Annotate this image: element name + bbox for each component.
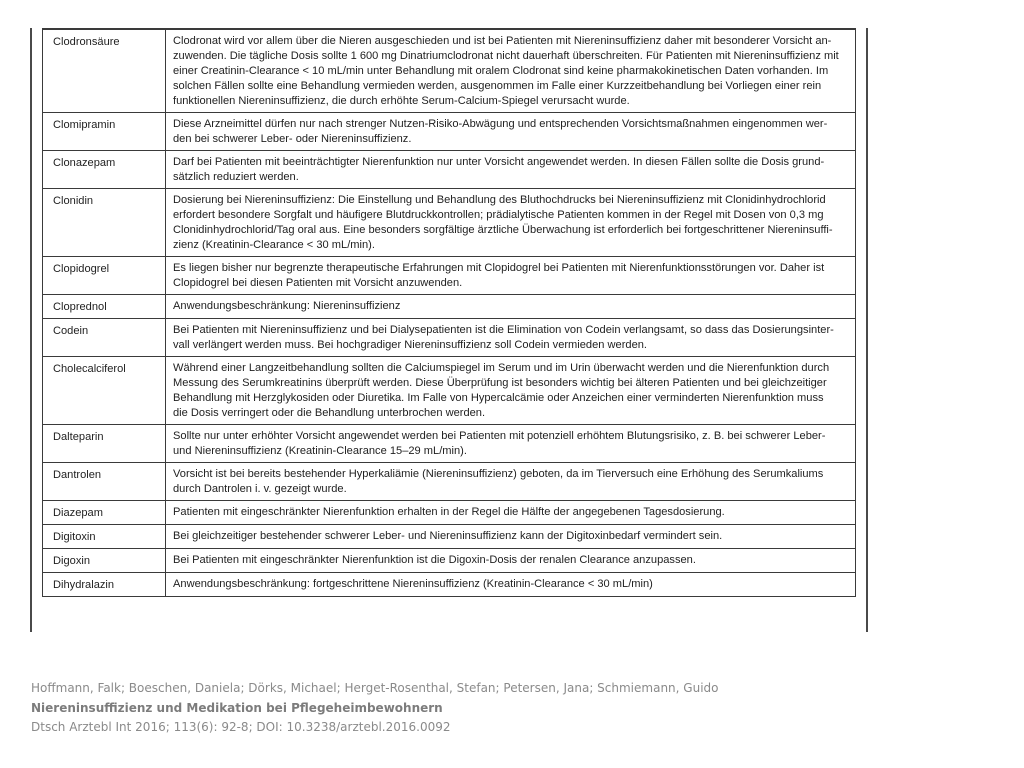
- drug-name-cell: Cholecalciferol: [43, 357, 166, 425]
- drug-name-cell: Digitoxin: [43, 525, 166, 549]
- note-line: Clopidogrel bei diesen Patienten mit Vorsicht anzuwenden.: [173, 277, 463, 289]
- drug-name-cell: Clodronsäure: [43, 29, 166, 113]
- drug-name-cell: Dantrolen: [43, 463, 166, 501]
- drug-name-cell: Codein: [43, 319, 166, 357]
- note-line: die Dosis verringert oder die Behandlung unterbrochen werden.: [173, 407, 486, 419]
- table-row: [43, 113, 856, 151]
- note-line: Es liegen bisher nur begrenzte therapeutische Erfahrungen mit Clopidogrel bei Patienten mit Nierenfunktionsstörungen vor. Daher ist: [173, 262, 825, 274]
- drug-name-cell: Dihydralazin: [43, 573, 166, 597]
- note-line: den bei schwerer Leber- oder Niereninsuffizienz.: [173, 133, 412, 145]
- table-row: [43, 463, 856, 501]
- citation-source: Dtsch Arztebl Int 2016; 113(6): 92-8; DOI: 10.3238/arztebl.2016.0092: [31, 720, 451, 734]
- table-row: [43, 151, 856, 189]
- drug-note-cell: [166, 257, 856, 295]
- note-line: einer Creatinin-Clearance < 10 mL/min unter Behandlung mit oralem Clodronat sind keine pharmakokinetischen Daten vorhanden. Im: [173, 65, 829, 77]
- note-line: Anwendungsbeschränkung: Niereninsuffizienz: [173, 300, 401, 312]
- citation-authors: Hoffmann, Falk; Boeschen, Daniela; Dörks, Michael; Herget-Rosenthal, Stefan; Petersen, Jana; Schmiemann, Guido: [31, 681, 719, 695]
- note-line: sätzlich reduziert werden.: [173, 171, 299, 183]
- table-row: [43, 573, 856, 597]
- note-line: Bei Patienten mit Niereninsuffizienz und bei Dialysepatienten ist die Elimination von Codein verlangsamt, so dass das Dosierungsinter-: [173, 324, 834, 336]
- note-line: Während einer Langzeitbehandlung sollten die Calciumspiegel im Serum und im Urin überwacht werden und die Nierenfunktion durch: [173, 362, 830, 374]
- note-line: Bei gleichzeitiger bestehender schwerer Leber- und Niereninsuffizienz kann der Digitoxinbedarf vermindert sein.: [173, 530, 723, 542]
- note-line: Vorsicht ist bei bereits bestehender Hyperkaliämie (Niereninsuffizienz) geboten, da im Tierversuch eine Erhöhung des Serumkaliums: [173, 468, 824, 480]
- note-line: Clonidinhydrochlorid/Tag oral aus. Eine besonders sorgfältige ärztliche Überwachung ist erforderlich bei fortgeschrittener Niereninsuffi-: [173, 224, 833, 236]
- note-line: solchen Fällen sollte eine Behandlung vermieden werden, ausgenommen im Falle einer Kurzzeitbehandlung bei Vorliegen einer rein: [173, 80, 822, 92]
- table-row: [43, 319, 856, 357]
- table-row: [43, 257, 856, 295]
- table-row: [43, 189, 856, 257]
- table-row: [43, 357, 856, 425]
- note-line: Darf bei Patienten mit beeinträchtigter Nierenfunktion nur unter Vorsicht angewendet werden. In diesen Fällen sollte die Dosis grund-: [173, 156, 825, 168]
- note-line: Anwendungsbeschränkung: fortgeschrittene Niereninsuffizienz (Kreatinin-Clearance < 30 mL/min): [173, 578, 653, 590]
- note-line: zienz (Kreatinin-Clearance < 30 mL/min).: [173, 239, 375, 251]
- drug-note-cell: [166, 525, 856, 549]
- table-row: [43, 425, 856, 463]
- table-row: [43, 295, 856, 319]
- drug-name-cell: Clonazepam: [43, 151, 166, 189]
- note-line: Bei Patienten mit eingeschränkter Nierenfunktion ist die Digoxin-Dosis der renalen Clearance anzupassen.: [173, 554, 696, 566]
- note-line: zuwenden. Die tägliche Dosis sollte 1 600 mg Dinatriumclodronat nicht dauerhaft überschreiten. Für Patienten mit Niereninsuffizienz mit: [173, 50, 839, 62]
- drug-note-cell: [166, 319, 856, 357]
- drug-name-cell: Cloprednol: [43, 295, 166, 319]
- note-line: Clodronat wird vor allem über die Nieren ausgeschieden und ist bei Patienten mit Niereninsuffizienz daher mit besonderer Vorsicht an-: [173, 35, 832, 47]
- drug-note-cell: [166, 463, 856, 501]
- note-line: erfordert besondere Sorgfalt und häufigere Blutdruckkontrollen; prädialytische Patienten kommen in der Regel mit Dosen von 0,3 mg: [173, 209, 824, 221]
- table-row: [43, 525, 856, 549]
- drug-note-cell: [166, 549, 856, 573]
- drug-note-cell: [166, 501, 856, 525]
- table-row: [43, 29, 856, 113]
- medication-table-body: [43, 29, 856, 597]
- drug-note-cell: [166, 573, 856, 597]
- drug-note-cell: [166, 295, 856, 319]
- drug-name-cell: Dalteparin: [43, 425, 166, 463]
- note-line: Messung des Serumkreatinins überprüft werden. Diese Überprüfung ist besonders wichtig bei älteren Patienten und bei gleichzeitiger: [173, 377, 827, 389]
- drug-note-cell: [166, 113, 856, 151]
- drug-name-cell: Clonidin: [43, 189, 166, 257]
- table-row: [43, 501, 856, 525]
- note-line: Patienten mit eingeschränkter Nierenfunktion erhalten in der Regel die Hälfte der angegebenen Tagesdosierung.: [173, 506, 725, 518]
- note-line: und Niereninsuffizienz (Kreatinin-Clearance 15–29 mL/min).: [173, 445, 467, 457]
- drug-note-cell: [166, 151, 856, 189]
- drug-note-cell: [166, 357, 856, 425]
- frame-left-border: [30, 28, 32, 632]
- drug-note-cell: [166, 29, 856, 113]
- drug-name-cell: Clomipramin: [43, 113, 166, 151]
- citation-block: [31, 679, 991, 738]
- note-line: Sollte nur unter erhöhter Vorsicht angewendet werden bei Patienten mit potenziell erhöhtem Blutungsrisiko, z. B. bei schwerer Leber-: [173, 430, 826, 442]
- note-line: Dosierung bei Niereninsuffizienz: Die Einstellung und Behandlung des Bluthochdrucks bei Niereninsuffizienz mit Clonidinhydrochlorid: [173, 194, 826, 206]
- drug-name-cell: Digoxin: [43, 549, 166, 573]
- drug-name-cell: Clopidogrel: [43, 257, 166, 295]
- citation-title: Niereninsuffizienz und Medikation bei Pflegeheimbewohnern: [31, 700, 443, 715]
- note-line: funktionellen Niereninsuffizienz, die durch erhöhte Serum-Calcium-Spiegel verursacht wurde.: [173, 95, 630, 107]
- drug-note-cell: [166, 189, 856, 257]
- medication-table-region: [30, 28, 868, 632]
- note-line: Behandlung mit Herzglykosiden oder Diuretika. Im Falle von Hypercalcämie oder Anzeichen einer verminderten Nierenfunktion muss: [173, 392, 824, 404]
- table-row: [43, 549, 856, 573]
- medication-table: [42, 28, 856, 597]
- note-line: vall verlängert werden muss. Bei hochgradiger Niereninsuffizienz soll Codein vermieden werden.: [173, 339, 647, 351]
- note-line: Diese Arzneimittel dürfen nur nach strenger Nutzen-Risiko-Abwägung und entsprechenden Vorsichtsmaßnahmen eingenommen wer-: [173, 118, 828, 130]
- frame-right-border: [866, 28, 868, 632]
- drug-name-cell: Diazepam: [43, 501, 166, 525]
- drug-note-cell: [166, 425, 856, 463]
- note-line: durch Dantrolen i. v. gezeigt wurde.: [173, 483, 347, 495]
